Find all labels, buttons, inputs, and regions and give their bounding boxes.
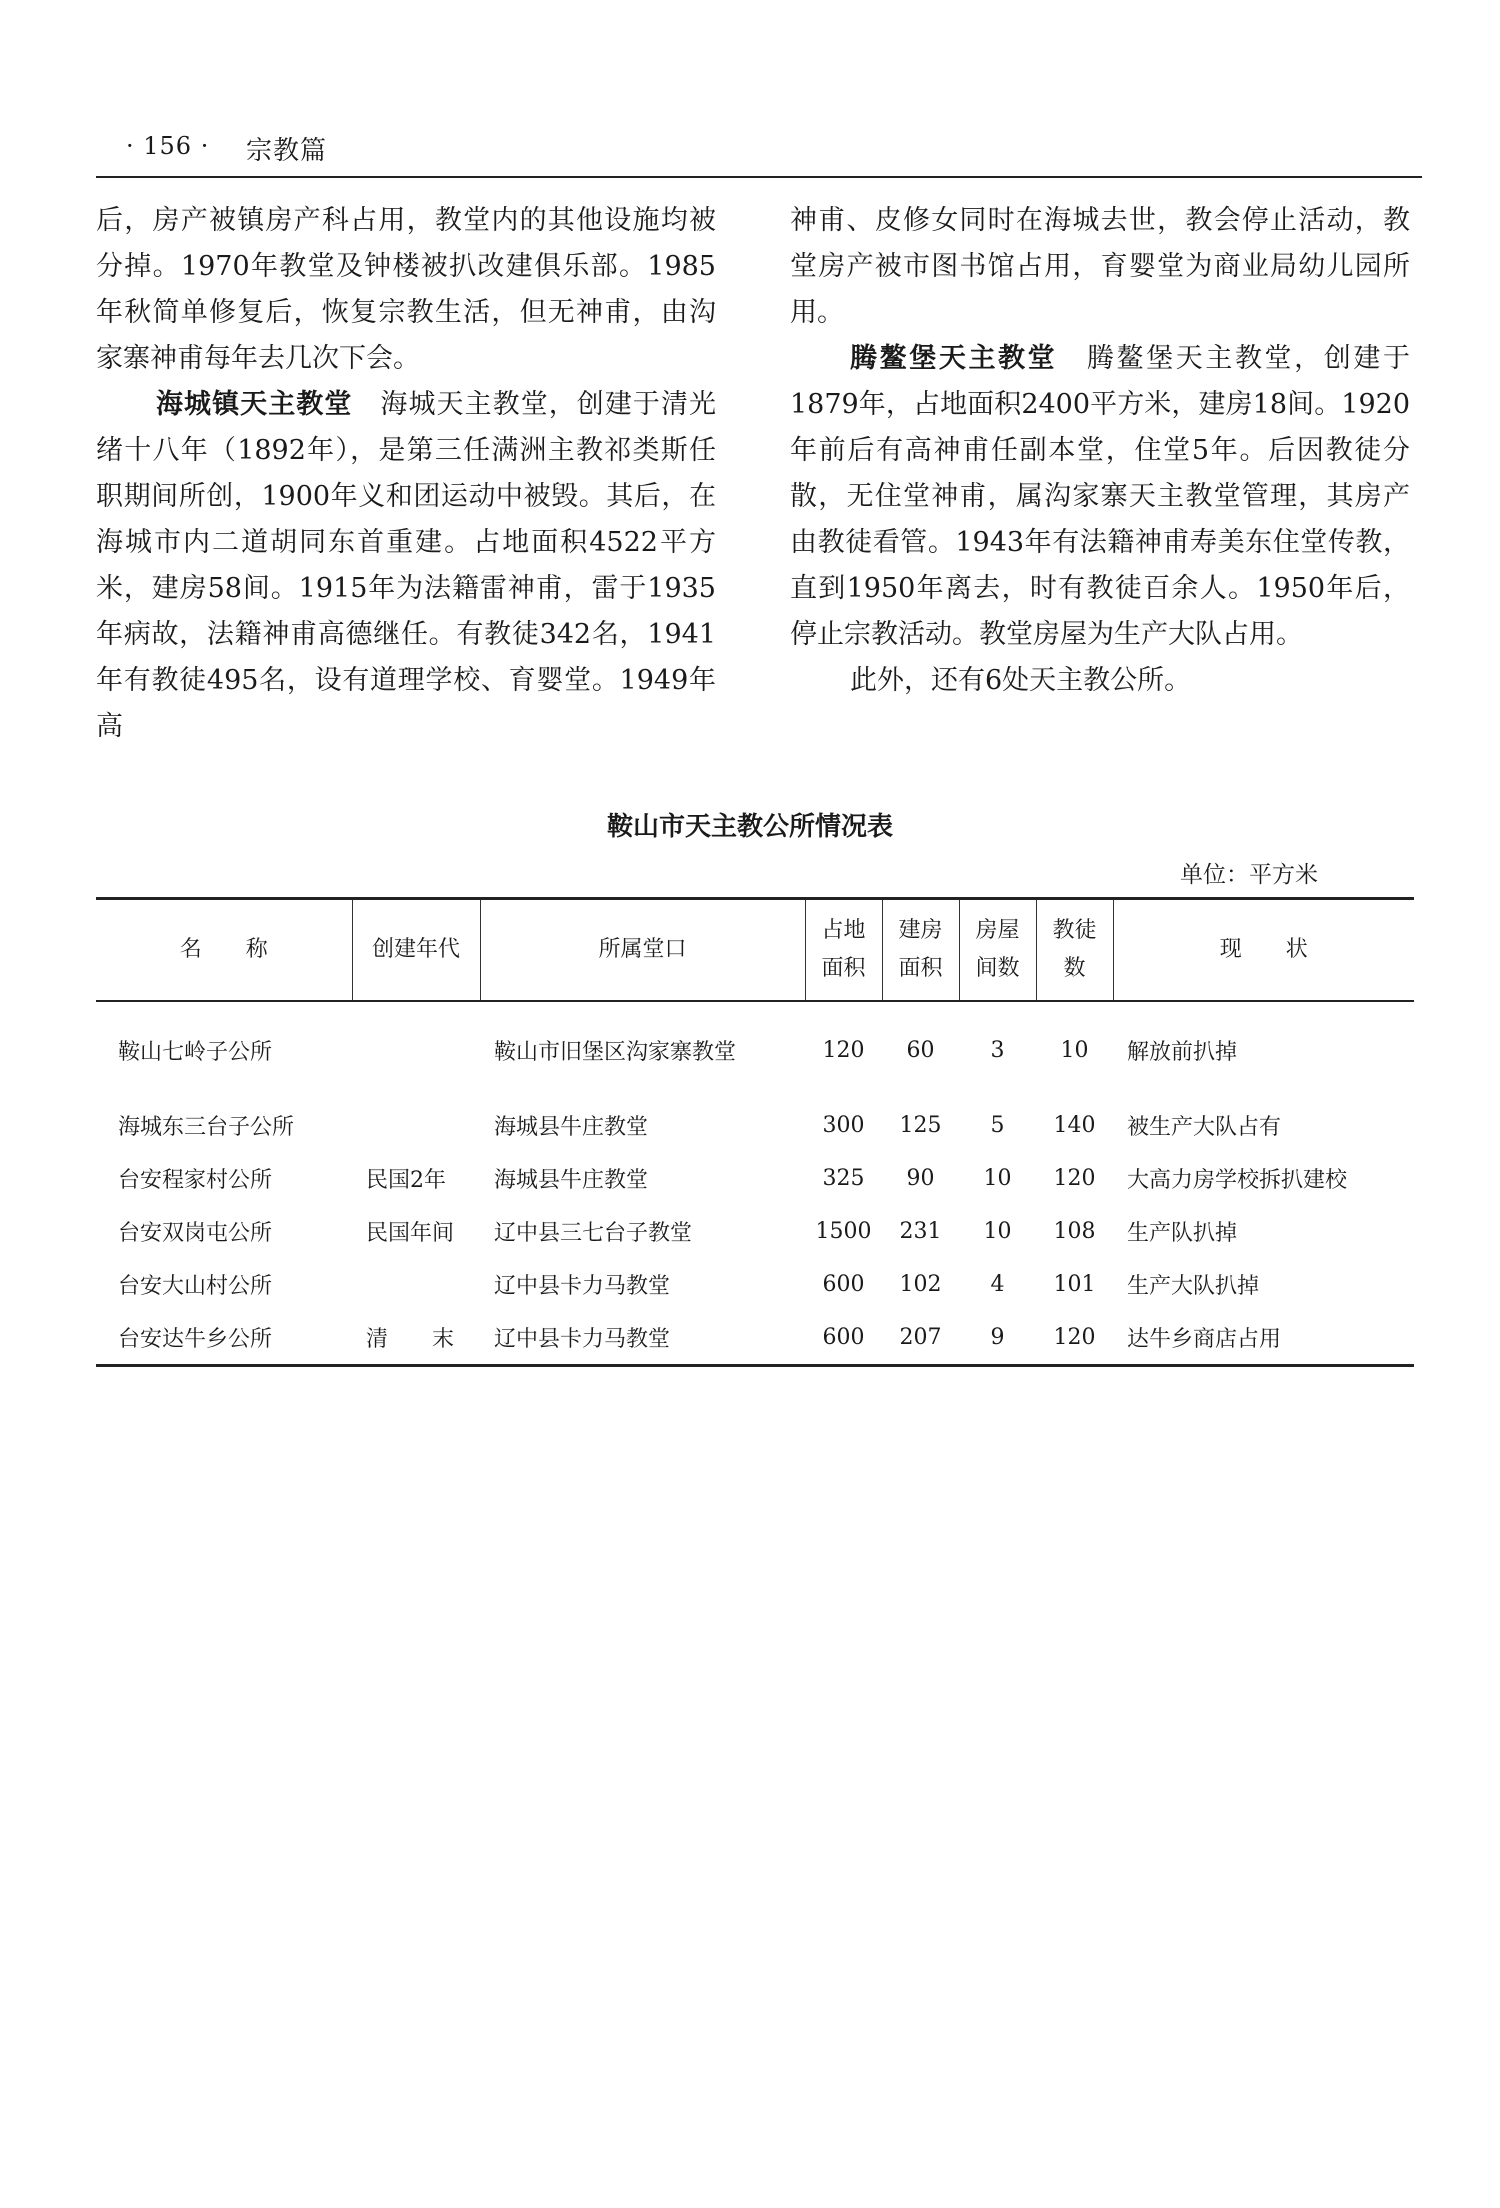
section-title: 宗教篇 <box>246 136 328 166</box>
right-column <box>790 198 1410 704</box>
cell-name: 台安程家村公所 <box>118 1168 273 1193</box>
cell-members: 120 <box>1036 1311 1113 1366</box>
header-line: 间数 <box>975 956 1020 981</box>
page-header <box>96 128 1422 178</box>
header-land-area <box>805 899 882 1002</box>
header-line: 占地 <box>821 918 866 943</box>
cell-rooms: 3 <box>990 1038 1005 1063</box>
cell-year <box>352 1001 480 1099</box>
paragraph <box>790 336 1410 658</box>
header-line: 面积 <box>898 956 943 981</box>
cell-rooms: 10 <box>983 1219 1012 1244</box>
table-title: 鞍山市天主教公所情况表 <box>606 812 893 842</box>
page-number: · 156 · <box>126 132 210 160</box>
cell-year <box>352 1099 480 1152</box>
cell-church: 辽中县卡力马教堂 <box>494 1274 671 1299</box>
paragraph <box>96 382 716 750</box>
cell-build-area: 60 <box>906 1038 935 1063</box>
header-members <box>1036 899 1113 1002</box>
cell-rooms: 10 <box>983 1166 1012 1191</box>
header-name: 名 称 <box>96 899 352 1002</box>
cell-status: 解放前扒掉 <box>1127 1040 1238 1065</box>
cell-year: 民国年间 <box>366 1221 455 1246</box>
cell-build-area: 231 <box>899 1219 942 1244</box>
cell-church: 海城县牛庄教堂 <box>494 1115 649 1140</box>
cell-rooms: 5 <box>990 1113 1005 1138</box>
cell-church: 海城县牛庄教堂 <box>494 1168 649 1193</box>
table-row <box>96 1099 1414 1152</box>
cell-land-area: 325 <box>822 1166 865 1191</box>
cell-year: 民国2年 <box>366 1168 446 1193</box>
cell-land-area: 300 <box>822 1113 865 1138</box>
header-year: 创建年代 <box>352 899 480 1002</box>
cell-land-area: 120 <box>822 1038 865 1063</box>
header-line: 数 <box>1063 956 1086 981</box>
cell-church: 辽中县卡力马教堂 <box>480 1311 805 1366</box>
table-row <box>96 1205 1414 1258</box>
cell-church: 鞍山市旧堡区沟家寨教堂 <box>494 1040 737 1065</box>
header-church: 所属堂口 <box>480 899 805 1002</box>
cell-members: 140 <box>1053 1113 1096 1138</box>
paragraph-heading: 腾鳌堡天主教堂 <box>850 343 1058 374</box>
cell-land-area: 1500 <box>815 1219 872 1244</box>
cell-build-area: 102 <box>899 1272 942 1297</box>
cell-members: 120 <box>1053 1166 1096 1191</box>
cell-name: 台安大山村公所 <box>118 1274 273 1299</box>
cell-status: 生产大队扒掉 <box>1127 1274 1260 1299</box>
paragraph: 神甫、皮修女同时在海城去世，教会停止活动，教堂房产被市图书馆占用，育婴堂为商业局幼儿园所用。 <box>790 205 1410 328</box>
header-line: 房屋 <box>975 918 1020 943</box>
table-row <box>96 1311 1414 1366</box>
cell-status: 被生产大队占有 <box>1127 1115 1282 1140</box>
paragraph-body: 腾鳌堡天主教堂，创建于1879年，占地面积2400平方米，建房18间。1920年前后有高神甫任副本堂，住堂5年。后因教徒分散，无住堂神甫，属沟家寨天主教堂管理，其房产由教徒看管。1943年有法籍神甫寿美东住堂传教，直到1950年离去，时有教徒百余人。1950年后，停止宗教活动。教堂房屋为生产大队占用。 <box>790 343 1411 650</box>
cell-year: 清 末 <box>352 1311 480 1366</box>
header-line: 面积 <box>821 956 866 981</box>
cell-build-area: 90 <box>906 1166 935 1191</box>
cell-land-area: 600 <box>805 1311 882 1366</box>
cell-church: 辽中县三七台子教堂 <box>494 1221 693 1246</box>
left-column <box>96 198 716 750</box>
header-rooms <box>959 899 1036 1002</box>
table-row <box>96 1258 1414 1311</box>
cell-status: 达牛乡商店占用 <box>1113 1311 1414 1366</box>
cell-build-area: 207 <box>882 1311 959 1366</box>
table-unit: 单位：平方米 <box>1180 862 1318 888</box>
cell-status: 生产队扒掉 <box>1127 1221 1238 1246</box>
table-row <box>96 1152 1414 1205</box>
header-line: 建房 <box>898 918 943 943</box>
header-line: 教徒 <box>1052 918 1097 943</box>
cell-rooms: 4 <box>990 1272 1005 1297</box>
cell-members: 101 <box>1053 1272 1096 1297</box>
table-row <box>96 1001 1414 1099</box>
cell-name: 海城东三台子公所 <box>118 1115 295 1140</box>
header-status: 现 状 <box>1113 899 1414 1002</box>
church-table <box>96 897 1414 1367</box>
table-header-row <box>96 899 1414 1002</box>
cell-rooms: 9 <box>959 1311 1036 1366</box>
cell-year <box>352 1258 480 1311</box>
cell-land-area: 600 <box>822 1272 865 1297</box>
paragraph: 此外，还有6处天主教公所。 <box>850 665 1192 696</box>
cell-status: 大高力房学校拆扒建校 <box>1127 1168 1348 1193</box>
cell-name: 台安双岗屯公所 <box>118 1221 273 1246</box>
paragraph: 后，房产被镇房产科占用，教堂内的其他设施均被分掉。1970年教堂及钟楼被扒改建俱乐部。1985年秋简单修复后，恢复宗教生活，但无神甫，由沟家寨神甫每年去几次下会。 <box>96 205 716 374</box>
cell-members: 108 <box>1053 1219 1096 1244</box>
cell-name: 鞍山七岭子公所 <box>118 1040 273 1065</box>
paragraph-heading: 海城镇天主教堂 <box>156 389 353 420</box>
cell-name: 台安达牛乡公所 <box>96 1311 352 1366</box>
paragraph-body: 海城天主教堂，创建于清光绪十八年（1892年），是第三任满洲主教祁类斯任职期间所创，1900年义和团运动中被毁。其后，在海城市内二道胡同东首重建。占地面积4522平方米，建房58间。1915年为法籍雷神甫，雷于1935年病故，法籍神甫高德继任。有教徒342名，1941年有教徒495名，设有道理学校、育婴堂。1949年高 <box>96 389 717 742</box>
cell-build-area: 125 <box>899 1113 942 1138</box>
cell-members: 10 <box>1060 1038 1089 1063</box>
header-build-area <box>882 899 959 1002</box>
